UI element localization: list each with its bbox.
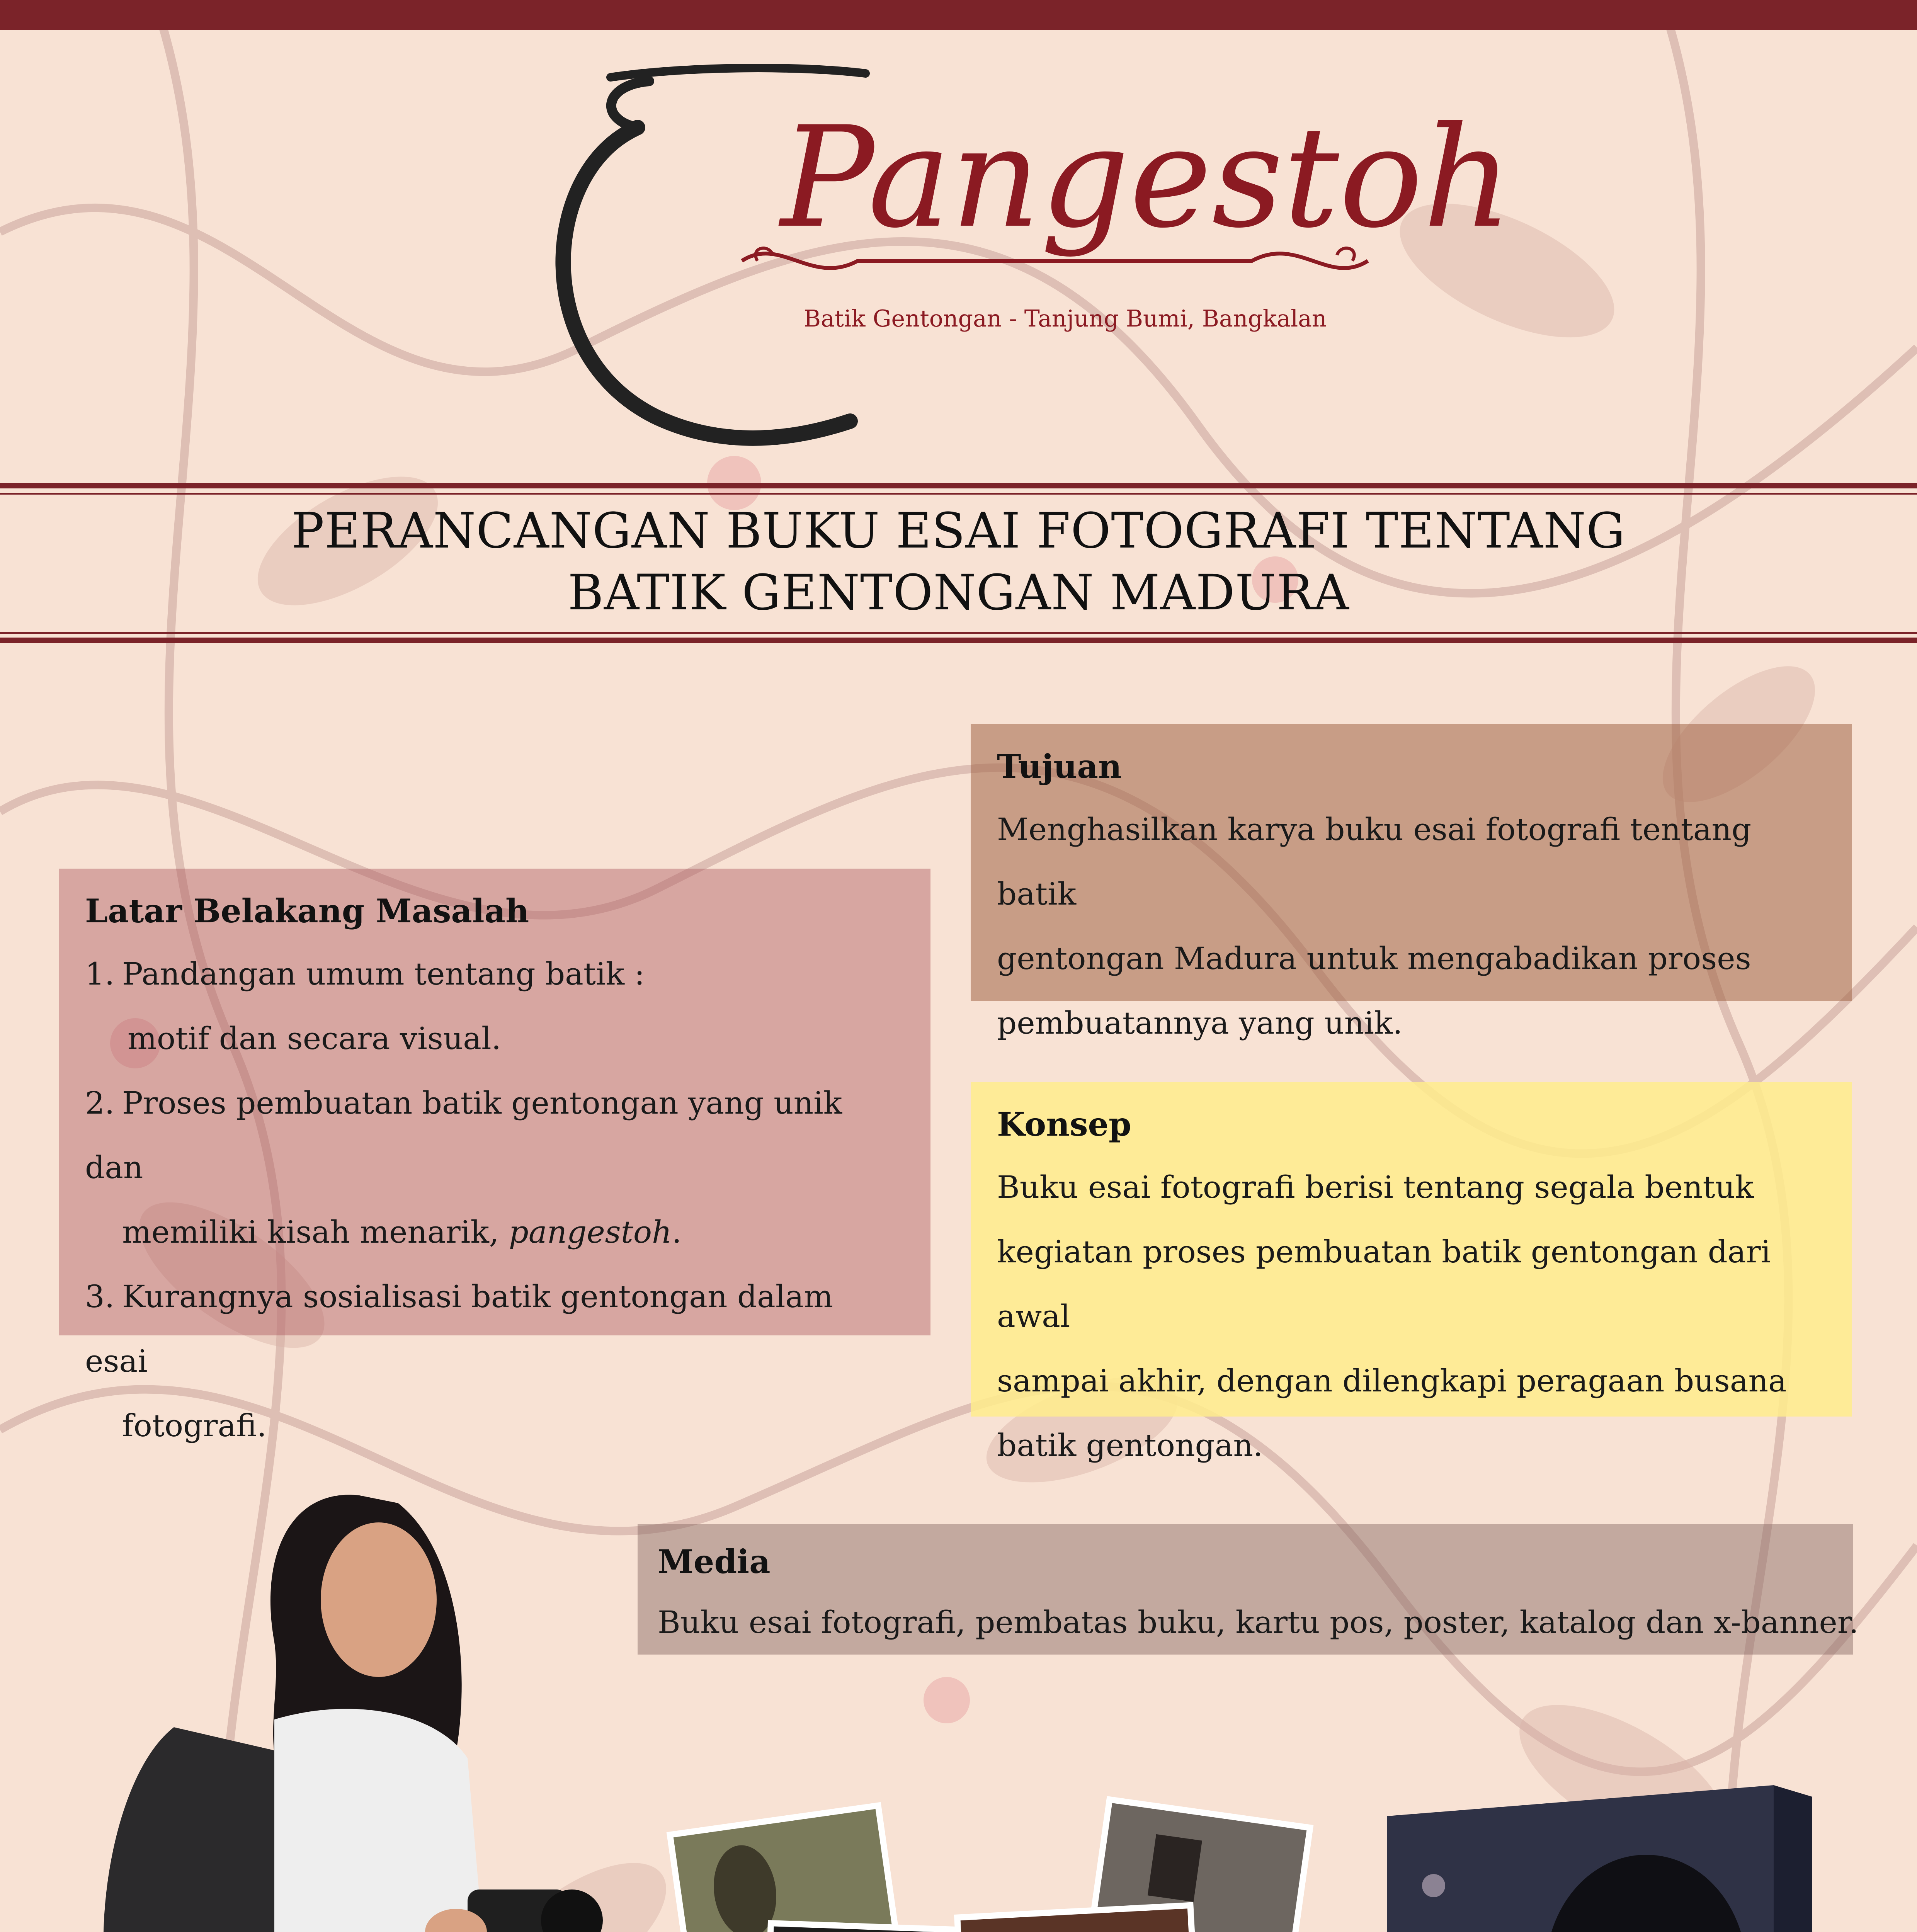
logo-brand-name: Pangestoh xyxy=(781,97,1513,259)
latar-item-2 xyxy=(85,1071,904,1200)
top-border-bar xyxy=(0,0,1917,30)
latar-item-3-line2: fotografi. xyxy=(122,1408,267,1444)
latar-item-2-line2-before: memiliki kisah menarik, xyxy=(122,1214,509,1250)
konsep-line-1: Buku esai fotografi berisi tentang segala bentuk xyxy=(997,1169,1754,1205)
latar-item-2-line2-italic: pangestoh xyxy=(509,1214,672,1250)
tujuan-line-2: gentongan Madura untuk mengabadikan proses xyxy=(997,940,1751,976)
latar-item-3 xyxy=(85,1264,904,1393)
media-heading: Media xyxy=(658,1543,771,1581)
tujuan-line-1: Menghasilkan karya buku esai fotografi tentang batik xyxy=(997,811,1752,912)
latar-item-2-line2-after: . xyxy=(672,1214,682,1250)
latar-belakang-box xyxy=(59,869,930,1444)
latar-heading: Latar Belakang Masalah xyxy=(85,892,529,930)
konsep-heading: Konsep xyxy=(997,1105,1131,1143)
konsep-line-2: kegiatan proses pembuatan batik gentongan dari awal xyxy=(997,1234,1771,1334)
media-box xyxy=(638,1524,1859,1655)
poster-title-line-1: PERANCANGAN BUKU ESAI FOTOGRAFI TENTANG xyxy=(291,502,1626,559)
postcards-collage xyxy=(657,1793,1322,1932)
latar-item-2-number: 2. xyxy=(85,1085,115,1121)
logo-ornament-flourish xyxy=(734,232,1376,290)
latar-item-2-line1: Proses pembuatan batik gentongan yang unik dan xyxy=(85,1085,842,1185)
logo-tagline: Batik Gentongan - Tanjung Bumi, Bangkalan xyxy=(804,305,1327,332)
media-text: Buku esai fotografi, pembatas buku, kartu pos, poster, katalog dan x-banner. xyxy=(658,1604,1859,1640)
latar-item-3-cont xyxy=(85,1393,904,1458)
title-top-rule xyxy=(0,483,1917,488)
latar-item-1-line2: motif dan secara visual. xyxy=(128,1020,501,1056)
title-bottom-subrule xyxy=(0,632,1917,634)
latar-item-1-number: 1. xyxy=(85,956,115,992)
latar-item-1-cont xyxy=(85,1006,904,1071)
latar-item-2-cont xyxy=(85,1200,904,1264)
book-mockup xyxy=(1376,1770,1824,1932)
latar-item-3-number: 3. xyxy=(85,1279,115,1315)
latar-item-1 xyxy=(85,942,904,1006)
konsep-box xyxy=(971,1082,1852,1463)
tujuan-heading: Tujuan xyxy=(997,747,1122,786)
latar-list xyxy=(85,942,904,1458)
title-top-subrule xyxy=(0,493,1917,495)
konsep-line-4: batik gentongan. xyxy=(997,1427,1263,1463)
latar-item-3-line1: Kurangnya sosialisasi batik gentongan dalam esai xyxy=(85,1279,833,1379)
konsep-line-3: sampai akhir, dengan dilengkapi peragaan busana xyxy=(997,1363,1787,1399)
latar-item-1-line1: Pandangan umum tentang batik : xyxy=(122,956,645,992)
tujuan-box xyxy=(971,724,1852,1041)
title-bottom-rule xyxy=(0,638,1917,643)
tujuan-line-3: pembuatannya yang unik. xyxy=(997,1005,1403,1041)
poster-title-line-2: BATIK GENTONGAN MADURA xyxy=(568,564,1349,621)
photographer-figure xyxy=(58,1480,638,1932)
